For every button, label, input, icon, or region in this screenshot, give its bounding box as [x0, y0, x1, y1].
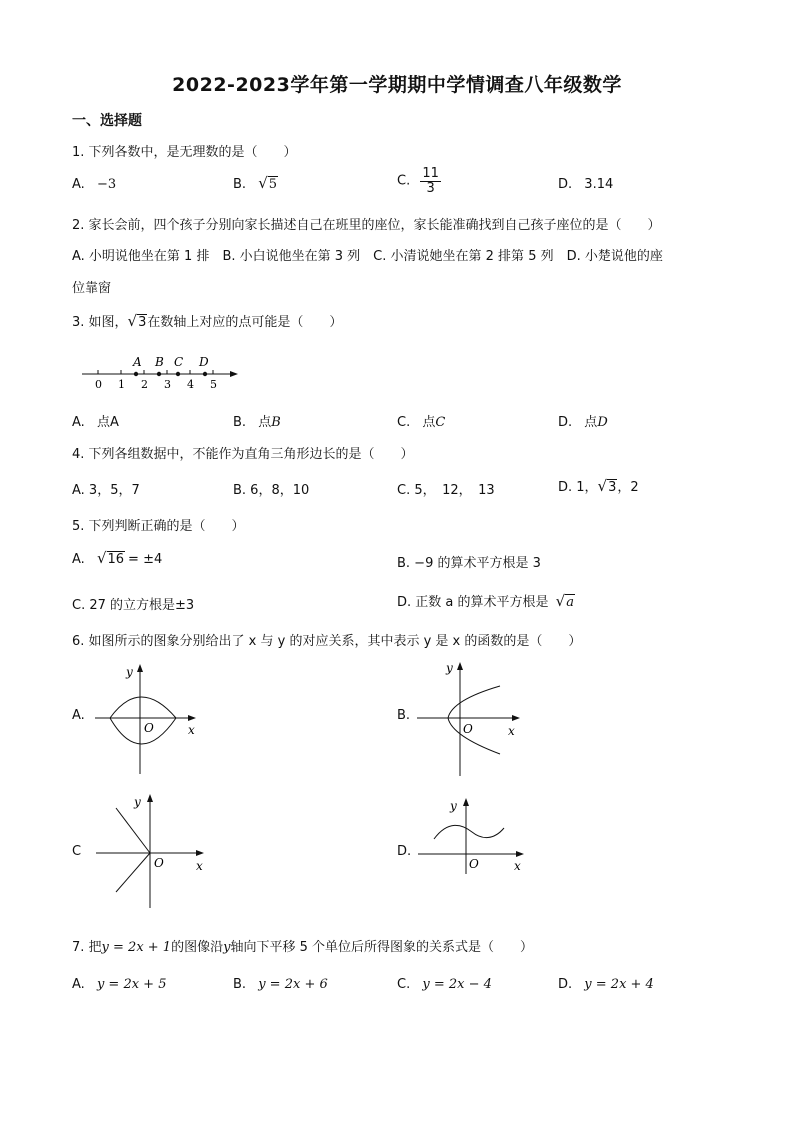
q3-option-c: [397, 411, 445, 430]
q1-option-c: [397, 167, 441, 195]
option-label: D.: [558, 977, 573, 992]
q3-option-b: [233, 411, 281, 430]
q6-graph-b: [412, 656, 532, 778]
stem-middle: 的图像沿: [171, 940, 224, 955]
y-axis-label: y: [446, 661, 453, 675]
y-axis-label: y: [134, 795, 141, 809]
q5-option-c: C. 27 的立方根是±3: [72, 598, 195, 613]
point-c-label: C: [174, 355, 184, 369]
x-axis-arrow-icon: [188, 715, 196, 721]
option-expression: y = 2x − 4: [422, 977, 492, 992]
option-text: 点: [422, 415, 436, 430]
x-axis-arrow-icon: [196, 850, 204, 856]
q4-option-c: C. 5， 12， 13: [397, 483, 495, 498]
stem-suffix: 在数轴上对应的点可能是（ ）: [147, 315, 343, 330]
number-line-figure: [78, 350, 243, 395]
curve-upper: [110, 697, 176, 718]
denominator: 3: [426, 180, 435, 196]
tick-label-2: 2: [141, 378, 148, 391]
curve-wave: [434, 825, 504, 839]
option-expression: y = 2x + 5: [96, 977, 167, 992]
curve-lower: [110, 718, 176, 744]
option-label: C.: [397, 415, 411, 430]
option-label: B.: [233, 177, 247, 192]
y-axis-arrow-icon: [147, 794, 153, 802]
q6-label-d: D.: [397, 844, 412, 859]
radicand: 3: [138, 315, 147, 330]
option-label: A.: [72, 552, 85, 567]
q6-label-c: C: [72, 844, 82, 859]
sqrt-expression: √3: [127, 312, 147, 330]
y-axis-arrow-icon: [463, 798, 469, 806]
ray-upper: [116, 808, 150, 853]
point-name: D: [597, 415, 608, 430]
option-text: 点A: [96, 415, 119, 430]
stem-prefix: 3. 如图，: [72, 315, 128, 330]
axis-name: y: [223, 940, 231, 955]
option-suffix: ，2: [617, 480, 639, 495]
question-3-stem: [72, 311, 342, 330]
point-name: B: [271, 415, 281, 430]
q7-option-d: [558, 977, 654, 992]
q4-option-a: A. 3，5，7: [72, 483, 140, 498]
question-1-stem: 1. 下列各数中，是无理数的是（ ）: [72, 145, 297, 160]
sqrt-expression: √a: [555, 592, 574, 610]
ray-lower: [116, 853, 150, 892]
sqrt-expression: √3: [597, 477, 617, 495]
question-2-stem: 2. 家长会前，四个孩子分别向家长描述自己在班里的座位，家长能准确找到自己孩子座位的是（ ）: [72, 218, 661, 233]
radicand: 3: [608, 480, 617, 495]
option-label: A.: [72, 977, 85, 992]
option-text: 点: [584, 415, 598, 430]
x-axis-arrow-icon: [512, 715, 520, 721]
q1-option-d: [558, 177, 613, 192]
question-5-stem: 5. 下列判断正确的是（ ）: [72, 519, 245, 534]
question-4-stem: 4. 下列各组数据中，不能作为直角三角形边长的是（ ）: [72, 447, 414, 462]
q6-graph-c: [92, 788, 217, 913]
point-b-label: B: [155, 355, 164, 369]
x-axis-label: x: [508, 724, 515, 738]
q3-option-d: [558, 411, 608, 430]
point-d-dot: [203, 372, 207, 376]
q4-option-d: [558, 476, 639, 495]
axis-arrow-icon: [230, 371, 238, 377]
point-d-label: D: [199, 355, 209, 369]
option-text: 点: [258, 415, 272, 430]
q6-graph-a: [90, 658, 210, 778]
radicand: 5: [268, 177, 278, 192]
sqrt-expression: √16: [96, 549, 125, 567]
x-axis-label: x: [188, 723, 195, 737]
origin-label: O: [469, 857, 479, 871]
q2-options-line-2: 位靠窗: [72, 281, 112, 296]
option-label: B.: [233, 415, 247, 430]
option-label: B.: [233, 977, 247, 992]
numerator: 11: [422, 166, 439, 181]
stem-prefix: 7. 把: [72, 940, 102, 955]
q6-label-b: B.: [397, 708, 411, 723]
option-label: C.: [397, 173, 411, 189]
curve-parabola: [448, 686, 500, 754]
question-6-stem: 6. 如图所示的图象分别给出了 x 与 y 的对应关系，其中表示 y 是 x 的函数的是（ ）: [72, 634, 582, 649]
y-axis-arrow-icon: [457, 662, 463, 670]
option-value: 3.14: [584, 177, 614, 192]
option-prefix: D. 正数 a 的算术平方根是: [397, 595, 549, 610]
option-value: −3: [96, 177, 117, 192]
q7-option-a: [72, 977, 166, 992]
section-heading: 一、选择题: [72, 113, 142, 129]
option-expression: y = 2x + 4: [584, 977, 654, 992]
option-label: C.: [397, 977, 411, 992]
q5-option-d: [397, 591, 575, 610]
q7-option-b: [233, 977, 328, 992]
point-a-dot: [134, 372, 138, 376]
q4-option-b: B. 6，8，10: [233, 483, 310, 498]
radicand: 16: [107, 552, 125, 567]
y-axis-label: y: [126, 665, 133, 679]
origin-label: O: [154, 856, 164, 870]
y-axis-label: y: [450, 799, 457, 813]
q1-option-a: [72, 177, 116, 192]
q3-option-a: [72, 411, 119, 430]
x-axis-arrow-icon: [516, 851, 524, 857]
tick-label-0: 0: [95, 378, 102, 391]
y-axis-arrow-icon: [137, 664, 143, 672]
question-7-stem: [72, 936, 533, 955]
point-name: C: [435, 415, 446, 430]
tick-label-4: 4: [187, 378, 194, 391]
option-label: D.: [558, 415, 573, 430]
x-axis-label: x: [196, 859, 203, 873]
option-label: A.: [72, 177, 85, 192]
origin-label: O: [144, 721, 154, 735]
q5-option-b: B. −9 的算术平方根是 3: [397, 556, 541, 571]
sqrt-expression: √5: [258, 174, 278, 192]
origin-label: O: [463, 722, 473, 736]
option-label: D.: [558, 177, 573, 192]
tick-label-5: 5: [210, 378, 217, 391]
q2-options-line-1: A. 小明说他坐在第 1 排 B. 小白说他坐在第 3 列 C. 小清说她坐在第 2 排第 5 列 D. 小楚说他的座: [72, 249, 663, 264]
stem-suffix: 轴向下平移 5 个单位后所得图象的关系式是（ ）: [230, 940, 534, 955]
q1-option-b: [233, 174, 278, 192]
tick-label-1: 1: [118, 378, 125, 391]
option-expression: y = 2x + 6: [258, 977, 328, 992]
page-title: 2022-2023学年第一学期期中学情调查八年级数学: [172, 74, 622, 96]
q6-graph-d: [414, 794, 534, 876]
q6-label-a: A.: [72, 708, 85, 723]
option-label: A.: [72, 415, 85, 430]
q5-option-a: [72, 549, 162, 567]
q7-option-c: [397, 977, 492, 992]
option-prefix: D. 1，: [558, 480, 598, 495]
function-expression: y = 2x + 1: [101, 940, 172, 955]
x-axis-label: x: [514, 859, 521, 873]
tick-label-3: 3: [164, 378, 171, 391]
fraction: [420, 167, 441, 195]
radicand: a: [566, 595, 574, 610]
point-b-dot: [157, 372, 161, 376]
point-c-dot: [176, 372, 180, 376]
option-suffix: = ±4: [128, 552, 163, 567]
point-a-label: A: [133, 355, 142, 369]
